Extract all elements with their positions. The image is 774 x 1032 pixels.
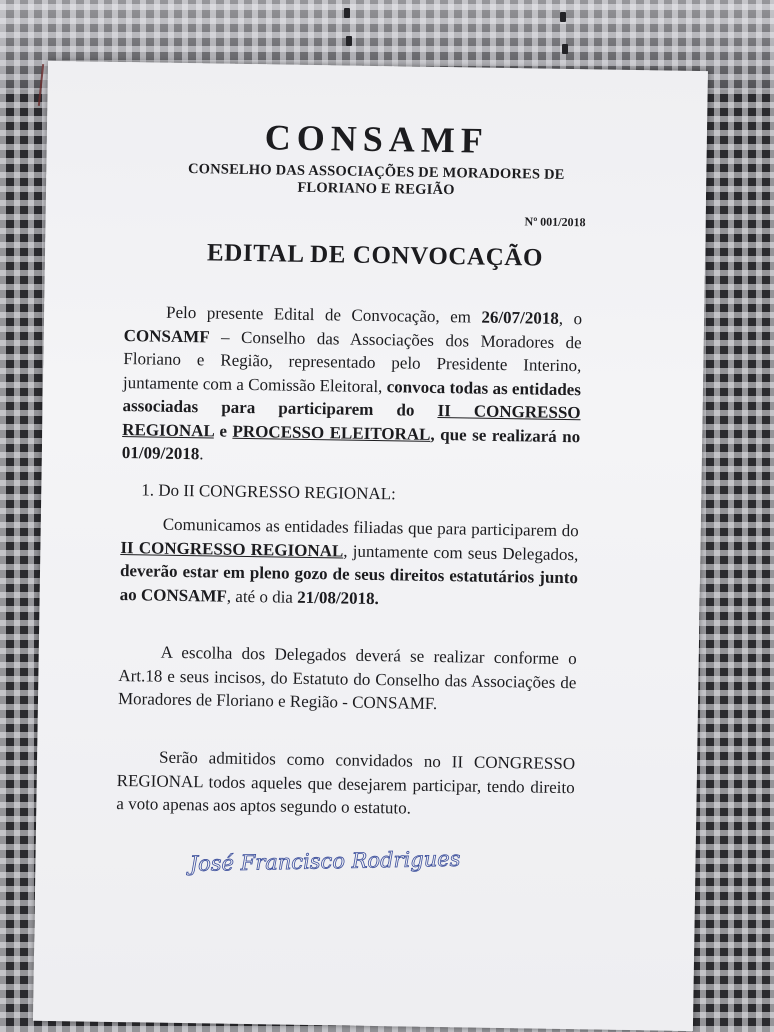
handwritten-signature [185, 823, 526, 888]
intro-text-3: – Conselho das Associações dos Moradores de Floriano e Região, representado pelo Presidente Interino, juntamente com a Comissão Eleitoral, [122, 326, 582, 396]
s1p1-bold-1: deverão estar em pleno gozo de seus direitos estatutários junto ao CONSAMF [119, 561, 579, 606]
intro-org: CONSAMF [123, 325, 210, 346]
org-name: CONSAMF [264, 117, 490, 161]
document-page [33, 61, 708, 1031]
fabric-mark [562, 44, 568, 54]
intro-congress-link: II CONGRESSO REGIONAL [122, 400, 581, 440]
section-heading: 1. Do II CONGRESSO REGIONAL: [141, 480, 396, 504]
section-paragraph-3: Serão admitidos como convidados no II CONGRESSO REGIONAL todos aqueles que desejarem participar, tendo direito a voto apenas aos aptos segundo o estatuto. [116, 747, 576, 818]
fabric-mark [346, 36, 352, 46]
s1p1-deadline: 21/08/2018. [297, 587, 380, 608]
intro-text-4: . [199, 444, 204, 464]
document-number: Nº 001/2018 [524, 214, 586, 230]
section-paragraph-1 [119, 512, 578, 613]
fabric-mark [344, 8, 350, 18]
s1p1-text-2: , juntamente com seus Delegados, [343, 541, 579, 564]
intro-bold-2: e [213, 420, 233, 441]
org-full-line-1: CONSELHO DAS ASSOCIAÇÕES DE MORADORES DE [187, 161, 565, 183]
org-full-line-2: FLORIANO E REGIÃO [297, 179, 455, 199]
s1p1-congress: II CONGRESSO REGIONAL [120, 537, 344, 561]
intro-text-1: Pelo presente Edital de Convocação, em [165, 302, 482, 327]
intro-electoral-process: PROCESSO ELEITORAL [232, 421, 431, 444]
intro-paragraph [122, 300, 583, 472]
intro-text-2: , o [558, 308, 583, 329]
signature-text: José Francisco Rodrigues [189, 846, 461, 876]
fabric-mark [560, 12, 566, 22]
org-full-name [46, 159, 706, 203]
s1p1-text-1: Comunicamos as entidades filiadas que para participarem do [162, 514, 579, 541]
document-title: EDITAL DE CONVOCAÇÃO [206, 239, 544, 272]
intro-date: 26/07/2018 [481, 307, 560, 328]
s1p1-text-3: , até o dia [226, 586, 298, 607]
section-paragraph-2: A escolha dos Delegados deverá se realizar conforme o Art.18 e seus incisos, do Estatuto do Conselho das Associações de Moradores de Floriano e Região - CONSAMF. [117, 642, 577, 714]
intro-bold-1: convoca todas as entidades associadas para participarem do [122, 376, 582, 420]
intro-bold-3: , que se realizará no 01/09/2018 [121, 424, 581, 464]
